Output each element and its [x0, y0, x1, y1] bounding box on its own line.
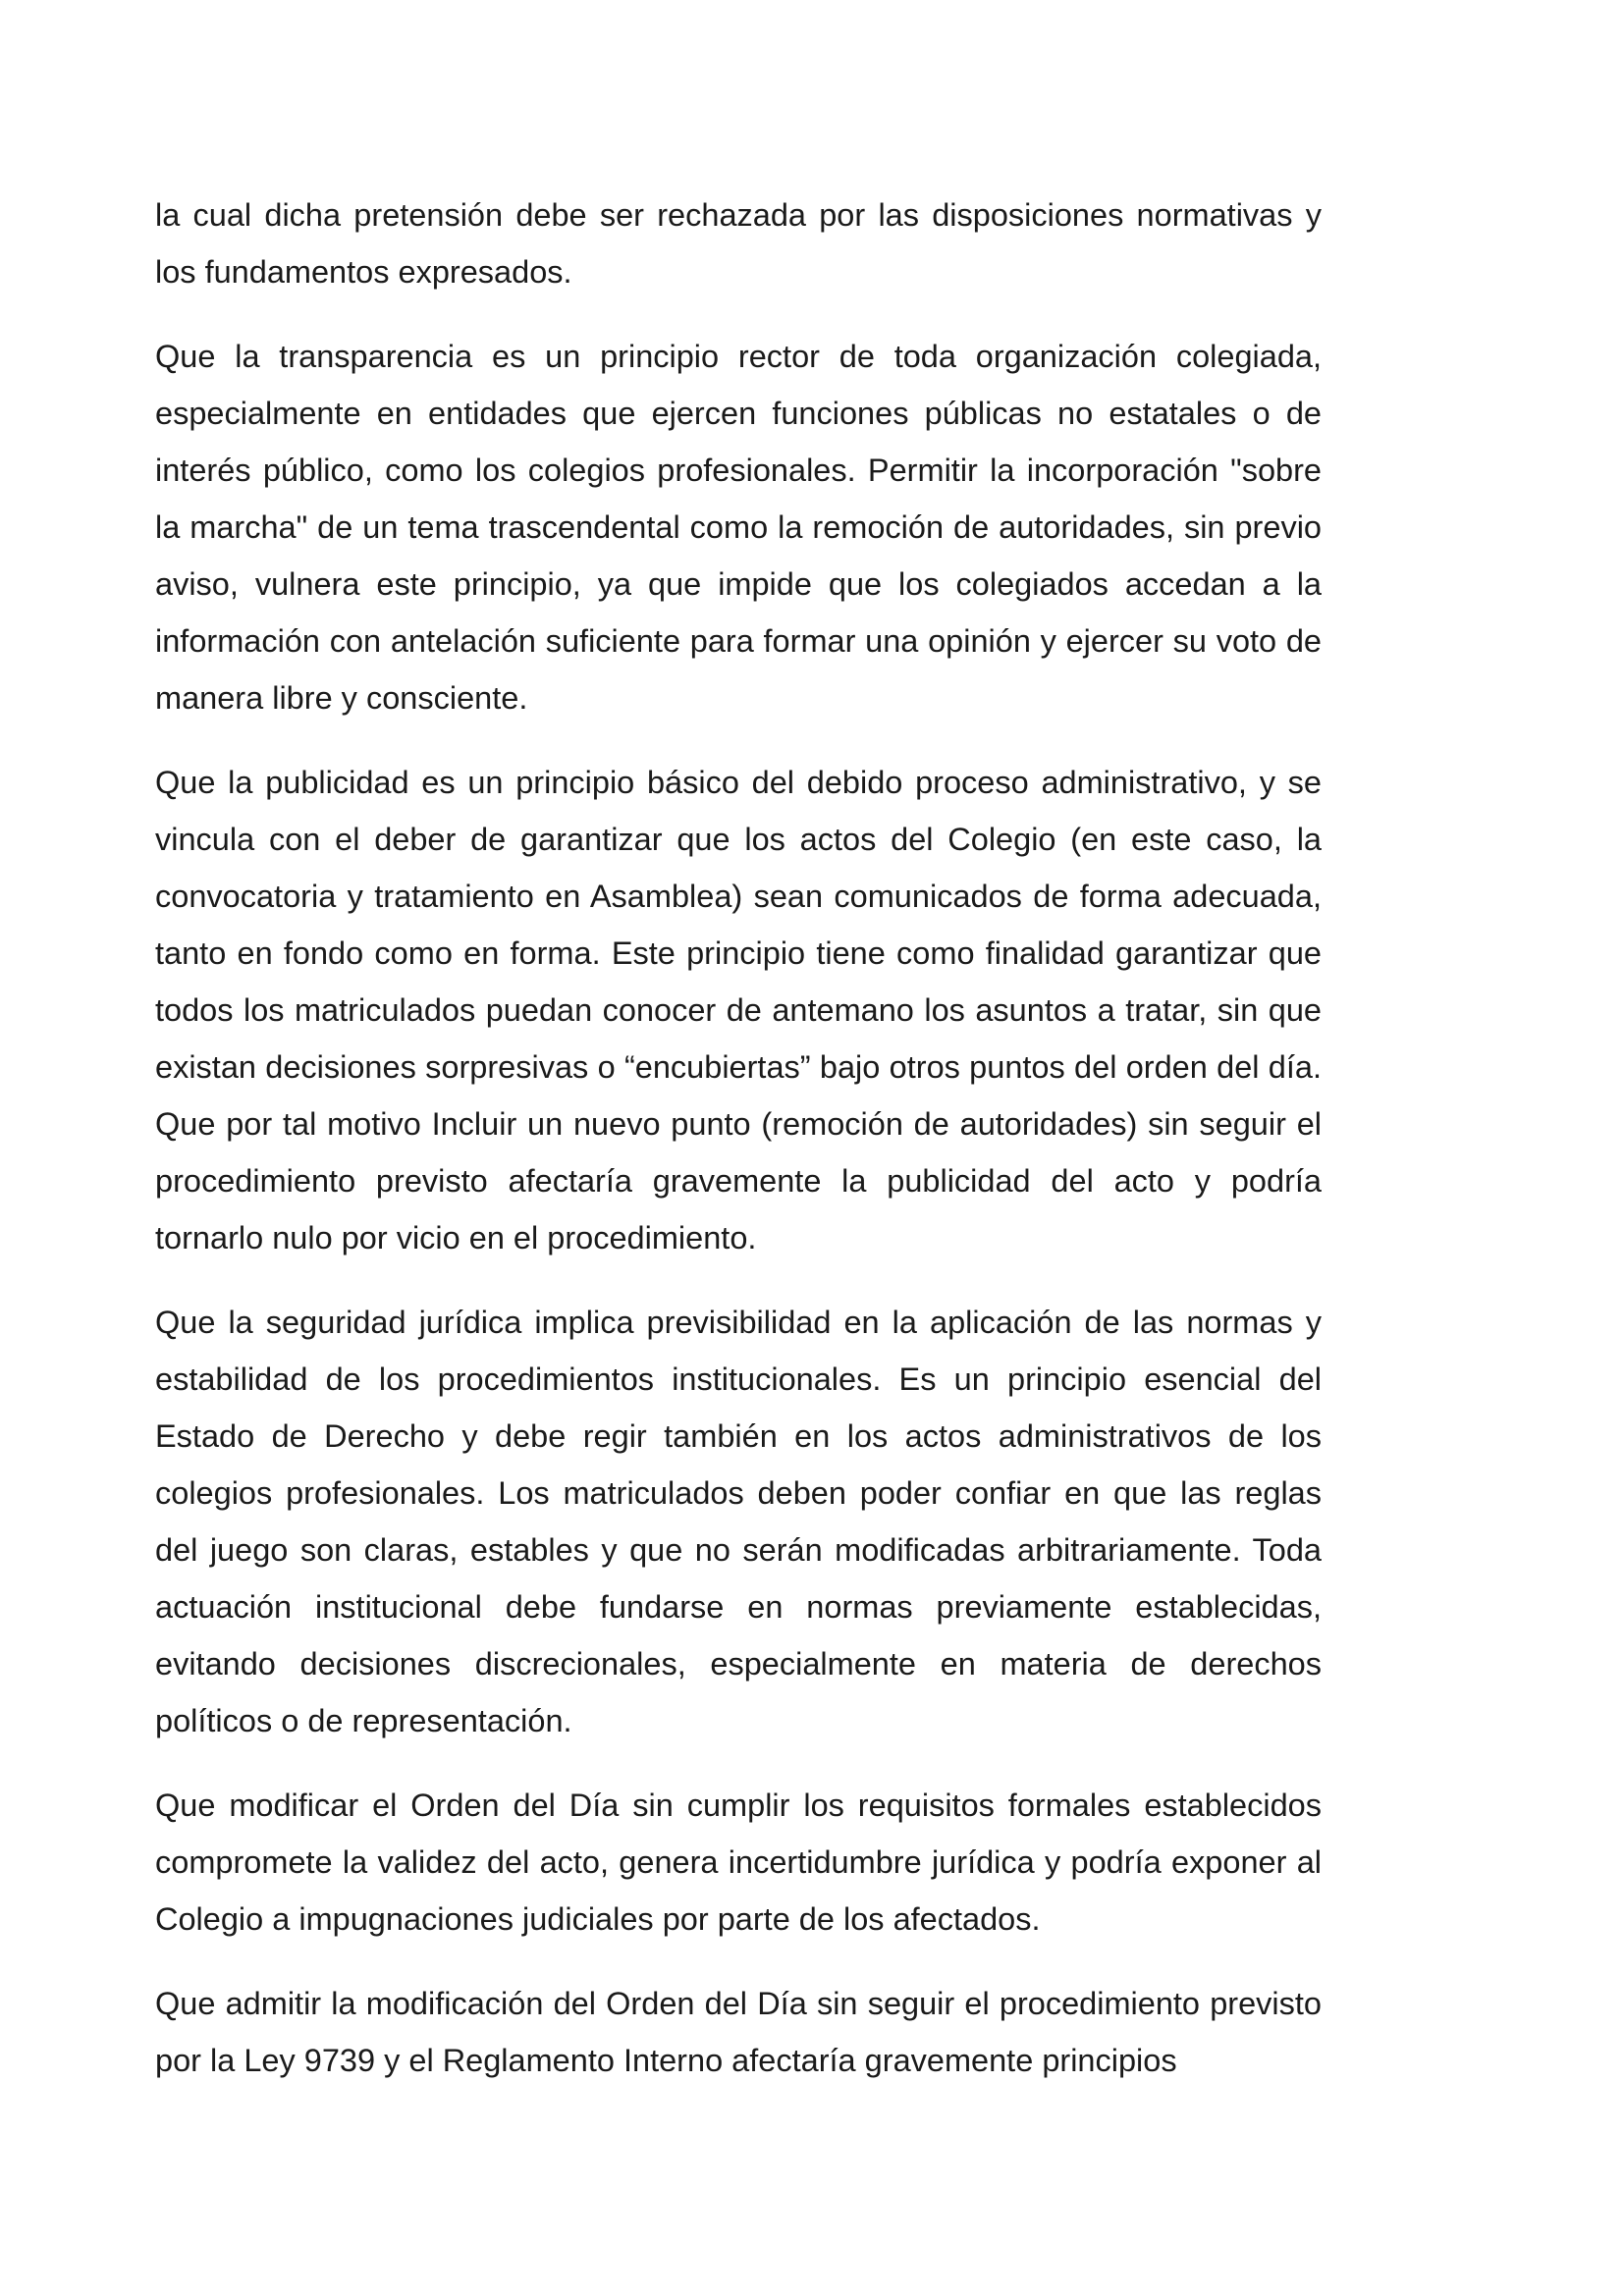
paragraph-ley-9739: Que admitir la modificación del Orden del Día sin seguir el procedimiento previsto por la Ley 9739 y el Reglamento Interno afectaría gravemente principios [155, 1986, 1322, 2078]
paragraph-publicidad: Que la publicidad es un principio básico del debido proceso administrativo, y se vincula con el deber de garantizar que los actos del Colegio (en este caso, la convocatoria y tratamiento en Asamblea) sean comunicados de forma adecuada, tanto en fondo como en forma. Este principio tiene como finalidad garantizar que todos los matriculados puedan conocer de antemano los asuntos a tratar, sin que existan decisiones sorpresivas o “encubiertas” bajo otros puntos del orden del día. Que por tal motivo Incluir un nuevo punto (remoción de autoridades) sin seguir el procedimiento previsto afectaría gravemente la publicidad del acto y podría tornarlo nulo por vicio en el procedimiento. [155, 765, 1322, 1255]
paragraph-transparencia: Que la transparencia es un principio rector de toda organización colegiada, especialmente en entidades que ejercen funciones públicas no estatales o de interés público, como los colegios profesionales. Permitir la incorporación "sobre la marcha" de un tema trascendental como la remoción de autoridades, sin previo aviso, vulnera este principio, ya que impide que los colegiados accedan a la información con antelación suficiente para formar una opinión y ejercer su voto de manera libre y consciente. [155, 339, 1322, 716]
paragraph-orden-del-dia: Que modificar el Orden del Día sin cumplir los requisitos formales establecidos compromete la validez del acto, genera incertidumbre jurídica y podría exponer al Colegio a impugnaciones judiciales por parte de los afectados. [155, 1788, 1322, 1937]
paragraph-continuation: la cual dicha pretensión debe ser rechazada por las disposiciones normativas y los fundamentos expresados. [155, 197, 1322, 290]
body-text [155, 187, 1322, 2116]
paragraph-seguridad-juridica: Que la seguridad jurídica implica previsibilidad en la aplicación de las normas y estabilidad de los procedimientos institucionales. Es un principio esencial del Estado de Derecho y debe regir también en los actos administrativos de los colegios profesionales. Los matriculados deben poder confiar en que las reglas del juego son claras, estables y que no serán modificadas arbitrariamente. Toda actuación institucional debe fundarse en normas previamente establecidas, evitando decisiones discrecionales, especialmente en materia de derechos políticos o de representación. [155, 1305, 1322, 1738]
